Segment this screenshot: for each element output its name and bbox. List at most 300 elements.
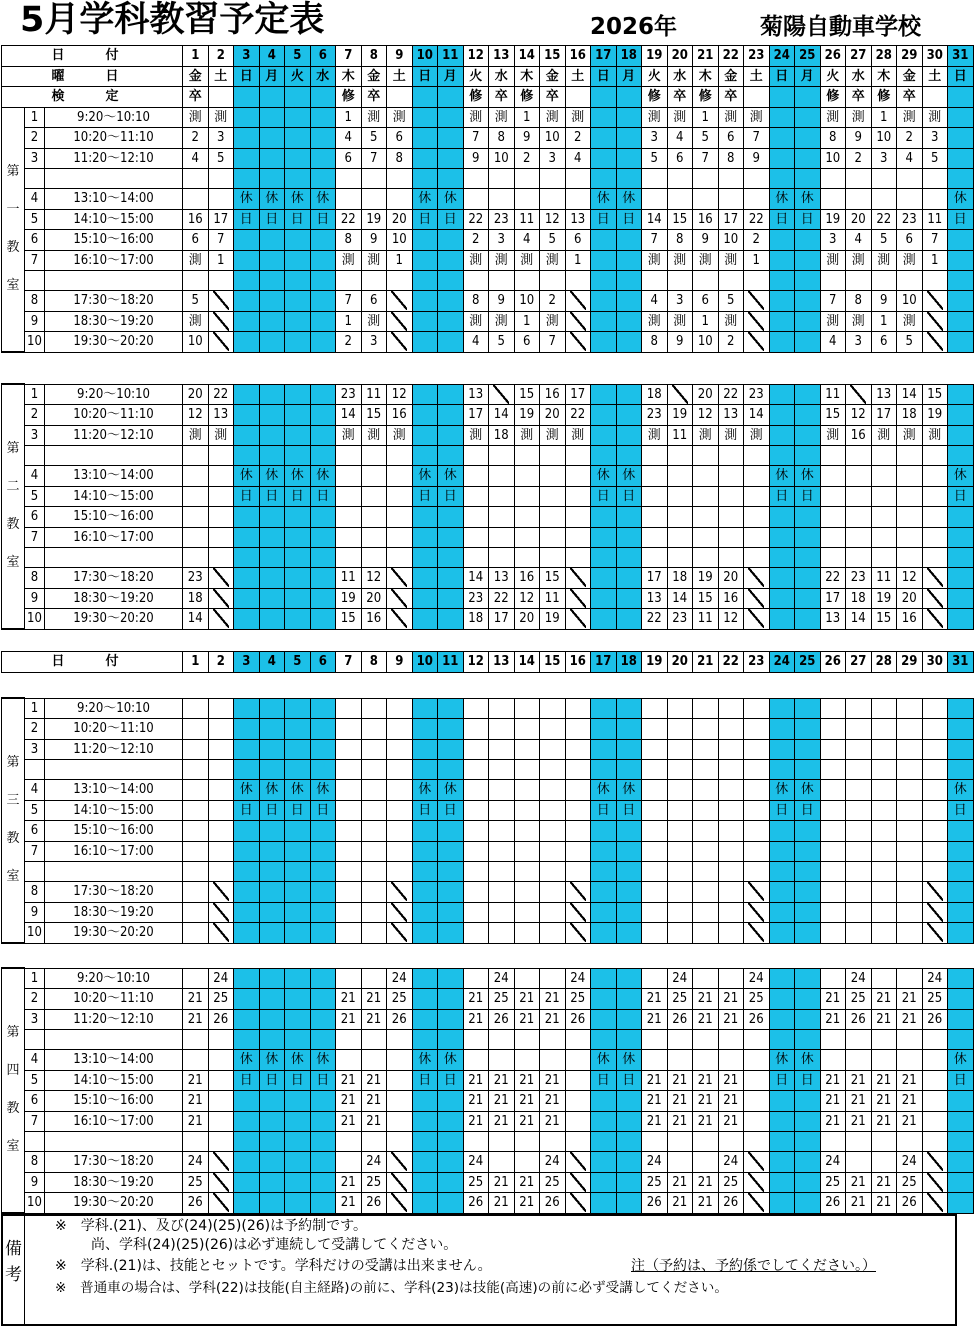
- spacer-8: [361, 1132, 387, 1152]
- slot-14: [514, 1050, 540, 1071]
- slot-15: [540, 189, 566, 210]
- slot-28: [871, 698, 897, 719]
- slot-16: 24: [565, 968, 591, 989]
- slot-23: 7: [744, 128, 770, 149]
- slot-26: 測: [820, 311, 846, 332]
- exam-row: [2, 87, 974, 108]
- period-time: 17:30～18:20: [45, 882, 183, 903]
- slot-19: 24: [642, 1152, 668, 1173]
- slot-12: 21: [463, 1091, 489, 1112]
- slot-9: 24: [387, 968, 413, 989]
- period-no: 2: [25, 405, 45, 426]
- slot-1: 20: [183, 384, 209, 405]
- slot-27: 20: [846, 209, 872, 230]
- slot-30: [922, 311, 948, 332]
- slot-30: 1: [922, 250, 948, 271]
- slot-9: [387, 800, 413, 821]
- slot-21: [693, 466, 719, 487]
- slot-18: [616, 923, 642, 944]
- slot-6: [310, 250, 336, 271]
- slot-9: [387, 923, 413, 944]
- slot-3: [234, 568, 260, 589]
- slot-9: [387, 291, 413, 312]
- exam-28: 修: [871, 87, 897, 108]
- weekday-2: 土: [208, 66, 234, 87]
- period-time: 17:30～18:20: [45, 1152, 183, 1173]
- slot-13: 21: [489, 1193, 515, 1214]
- spacer-18: [616, 548, 642, 568]
- slot-15: [540, 841, 566, 862]
- slot-27: 測: [846, 107, 872, 128]
- date-30: 30: [922, 652, 948, 673]
- spacer: [25, 862, 45, 882]
- slot-15: [540, 698, 566, 719]
- slot-13: 測: [489, 107, 515, 128]
- slot-29: [897, 882, 923, 903]
- date-3: 3: [234, 652, 260, 673]
- weekday-17: 日: [591, 66, 617, 87]
- slot-24: [769, 1193, 795, 1214]
- slot-20: [667, 1152, 693, 1173]
- spacer-21: [693, 169, 719, 189]
- period-time: 19:30～20:20: [45, 332, 183, 353]
- slot-6: [310, 291, 336, 312]
- slot-25: [795, 568, 821, 589]
- slot-14: [514, 923, 540, 944]
- slot-18: [616, 588, 642, 609]
- spacer-8: [361, 446, 387, 466]
- slot-5: [285, 1009, 311, 1030]
- slot-10: 日: [412, 486, 438, 507]
- slot-5: [285, 841, 311, 862]
- slot-18: [616, 739, 642, 760]
- slot-10: 日: [412, 1070, 438, 1091]
- slot-21: 測: [693, 425, 719, 446]
- date-21: 21: [693, 46, 719, 67]
- slot-5: [285, 405, 311, 426]
- spacer-18: [616, 1132, 642, 1152]
- slot-26: [820, 719, 846, 740]
- slot-10: [412, 698, 438, 719]
- period-time: 9:20～10:10: [45, 384, 183, 405]
- slot-15: [540, 923, 566, 944]
- slot-18: [616, 821, 642, 842]
- slot-3: [234, 107, 260, 128]
- slot-12: 13: [463, 384, 489, 405]
- slot-7: 7: [336, 291, 362, 312]
- spacer-21: [693, 862, 719, 882]
- slot-12: [463, 507, 489, 528]
- slash-mark: [927, 1173, 943, 1192]
- spacer-19: [642, 548, 668, 568]
- slot-22: [718, 739, 744, 760]
- slot-4: 休: [259, 466, 285, 487]
- slot-22: 25: [718, 1172, 744, 1193]
- slot-17: 休: [591, 1050, 617, 1071]
- slot-15: 20: [540, 405, 566, 426]
- spacer-2: [208, 862, 234, 882]
- exam-24: [769, 87, 795, 108]
- spacer: [25, 548, 45, 568]
- slot-12: 26: [463, 1193, 489, 1214]
- slot-12: 23: [463, 588, 489, 609]
- slot-7: 8: [336, 230, 362, 251]
- slot-20: 18: [667, 568, 693, 589]
- slot-1: [183, 968, 209, 989]
- slot-9: 1: [387, 250, 413, 271]
- spacer: [25, 271, 45, 291]
- slot-20: [667, 800, 693, 821]
- period-time: 11:20～12:10: [45, 739, 183, 760]
- slot-18: [616, 1152, 642, 1173]
- period-no: 10: [25, 1193, 45, 1214]
- period-row: [2, 486, 974, 507]
- period-row: [2, 1091, 974, 1112]
- date-6: 6: [310, 46, 336, 67]
- slot-4: [259, 719, 285, 740]
- slot-12: 2: [463, 230, 489, 251]
- weekday-row: [2, 66, 974, 87]
- spacer-19: [642, 760, 668, 780]
- spacer-3: [234, 862, 260, 882]
- slot-27: [846, 719, 872, 740]
- slot-7: [336, 719, 362, 740]
- slot-31: [948, 882, 974, 903]
- slot-20: 19: [667, 405, 693, 426]
- slot-21: [693, 486, 719, 507]
- slot-7: 21: [336, 1172, 362, 1193]
- date-21: 21: [693, 652, 719, 673]
- slot-9: [387, 1172, 413, 1193]
- slot-8: [361, 841, 387, 862]
- slot-17: [591, 128, 617, 149]
- slot-7: 21: [336, 1070, 362, 1091]
- weekday-3: 日: [234, 66, 260, 87]
- slot-25: 休: [795, 780, 821, 801]
- slot-12: 24: [463, 1152, 489, 1173]
- slot-13: 21: [489, 1172, 515, 1193]
- slot-28: [871, 189, 897, 210]
- spacer-15: [540, 1132, 566, 1152]
- period-row: [2, 609, 974, 630]
- slot-13: [489, 719, 515, 740]
- slot-10: [412, 1009, 438, 1030]
- date-24: 24: [769, 46, 795, 67]
- slot-8: 24: [361, 1152, 387, 1173]
- spacer-25: [795, 862, 821, 882]
- slash-mark: [570, 903, 586, 922]
- date-6: 6: [310, 652, 336, 673]
- slot-9: [387, 527, 413, 548]
- slot-27: [846, 527, 872, 548]
- slot-9: 6: [387, 128, 413, 149]
- slot-31: [948, 405, 974, 426]
- slot-4: 休: [259, 780, 285, 801]
- slot-24: [769, 902, 795, 923]
- spacer-16: [565, 1132, 591, 1152]
- slot-4: 日: [259, 209, 285, 230]
- slot-28: 21: [871, 1009, 897, 1030]
- slot-8: 21: [361, 1091, 387, 1112]
- spacer: [45, 169, 183, 189]
- spacer: [45, 1030, 183, 1050]
- slot-15: [540, 968, 566, 989]
- spacer-21: [693, 760, 719, 780]
- slash-mark: [391, 903, 407, 922]
- slot-28: [871, 466, 897, 487]
- slash-mark: [570, 568, 586, 587]
- period-no: 5: [25, 486, 45, 507]
- slot-4: [259, 527, 285, 548]
- slot-14: [514, 507, 540, 528]
- slot-24: [769, 405, 795, 426]
- slot-27: 26: [846, 1009, 872, 1030]
- period-time: 10:20～11:10: [45, 719, 183, 740]
- slot-23: 22: [744, 209, 770, 230]
- slot-18: [616, 1193, 642, 1214]
- spacer-23: [744, 548, 770, 568]
- slot-25: [795, 588, 821, 609]
- slot-24: [769, 968, 795, 989]
- slot-13: [489, 466, 515, 487]
- slot-30: [922, 719, 948, 740]
- spacer-4: [259, 862, 285, 882]
- slot-28: 11: [871, 568, 897, 589]
- slot-10: 日: [412, 800, 438, 821]
- slot-19: 21: [642, 1070, 668, 1091]
- spacer-27: [846, 862, 872, 882]
- slash-mark: [213, 1193, 229, 1212]
- slot-20: 26: [667, 1009, 693, 1030]
- spacer-4: [259, 760, 285, 780]
- spacer-8: [361, 271, 387, 291]
- slot-3: [234, 882, 260, 903]
- spacer-6: [310, 169, 336, 189]
- exam-8: 卒: [361, 87, 387, 108]
- slot-30: [922, 609, 948, 630]
- slot-11: 休: [438, 466, 464, 487]
- spacer-10: [412, 862, 438, 882]
- slot-26: [820, 780, 846, 801]
- slot-23: [744, 902, 770, 923]
- slot-13: [489, 486, 515, 507]
- slot-7: 23: [336, 384, 362, 405]
- slot-4: [259, 148, 285, 169]
- slot-7: [336, 698, 362, 719]
- slot-29: [897, 189, 923, 210]
- period-row: [2, 698, 974, 719]
- slot-20: 14: [667, 588, 693, 609]
- date-18: 18: [616, 652, 642, 673]
- slot-9: [387, 698, 413, 719]
- date-9: 9: [387, 652, 413, 673]
- spacer-row: [2, 271, 974, 291]
- spacer-5: [285, 862, 311, 882]
- slot-14: [514, 698, 540, 719]
- slot-27: [846, 739, 872, 760]
- spacer-23: [744, 271, 770, 291]
- slot-4: [259, 698, 285, 719]
- slot-8: 測: [361, 425, 387, 446]
- slot-20: 21: [667, 1091, 693, 1112]
- slot-28: [871, 821, 897, 842]
- slot-17: 日: [591, 1070, 617, 1091]
- slot-13: 5: [489, 332, 515, 353]
- slot-19: [642, 821, 668, 842]
- slash-mark: [748, 923, 764, 942]
- slot-5: 休: [285, 189, 311, 210]
- spacer-9: [387, 1132, 413, 1152]
- spacer-14: [514, 862, 540, 882]
- slot-20: 6: [667, 148, 693, 169]
- weekday-28: 木: [871, 66, 897, 87]
- slot-21: 20: [693, 384, 719, 405]
- slot-28: 21: [871, 1111, 897, 1132]
- slot-30: 24: [922, 968, 948, 989]
- slot-25: [795, 311, 821, 332]
- slot-2: [208, 507, 234, 528]
- slot-23: 9: [744, 148, 770, 169]
- slot-18: [616, 405, 642, 426]
- spacer-6: [310, 760, 336, 780]
- slot-16: [565, 311, 591, 332]
- slot-10: [412, 902, 438, 923]
- slot-6: [310, 923, 336, 944]
- slot-20: 8: [667, 230, 693, 251]
- spacer-25: [795, 760, 821, 780]
- slot-27: 21: [846, 1091, 872, 1112]
- slot-17: [591, 841, 617, 862]
- slot-1: 21: [183, 1070, 209, 1091]
- slot-2: [208, 719, 234, 740]
- spacer-14: [514, 1030, 540, 1050]
- slot-30: [922, 902, 948, 923]
- slot-10: [412, 821, 438, 842]
- slot-27: [846, 882, 872, 903]
- slot-26: [820, 968, 846, 989]
- slot-13: [489, 527, 515, 548]
- slot-29: 18: [897, 405, 923, 426]
- slot-5: [285, 902, 311, 923]
- slot-8: [361, 466, 387, 487]
- slot-13: [489, 698, 515, 719]
- slot-26: [820, 821, 846, 842]
- slot-25: [795, 128, 821, 149]
- spacer-18: [616, 862, 642, 882]
- slot-17: [591, 882, 617, 903]
- slot-31: [948, 588, 974, 609]
- slot-2: [208, 609, 234, 630]
- spacer-3: [234, 271, 260, 291]
- slot-15: [540, 507, 566, 528]
- period-row: [2, 1152, 974, 1173]
- slot-29: 16: [897, 609, 923, 630]
- slot-29: 21: [897, 989, 923, 1010]
- slot-27: 18: [846, 588, 872, 609]
- spacer-29: [897, 760, 923, 780]
- slot-6: [310, 1152, 336, 1173]
- weekday-25: 月: [795, 66, 821, 87]
- period-no: 3: [25, 148, 45, 169]
- period-row: [2, 568, 974, 589]
- exam-13: 卒: [489, 87, 515, 108]
- slot-14: 測: [514, 250, 540, 271]
- slot-15: 3: [540, 148, 566, 169]
- slot-16: 測: [565, 425, 591, 446]
- slot-7: 21: [336, 989, 362, 1010]
- slot-9: [387, 466, 413, 487]
- period-time: 10:20～11:10: [45, 128, 183, 149]
- slash-mark: [748, 589, 764, 608]
- slot-3: [234, 332, 260, 353]
- slot-15: 測: [540, 250, 566, 271]
- slot-17: 日: [591, 486, 617, 507]
- slot-8: 測: [361, 311, 387, 332]
- slot-21: [693, 739, 719, 760]
- slash-mark: [748, 1173, 764, 1192]
- slot-27: 8: [846, 291, 872, 312]
- slot-26: 15: [820, 405, 846, 426]
- slot-15: 15: [540, 568, 566, 589]
- slot-12: 9: [463, 148, 489, 169]
- weekday-20: 水: [667, 66, 693, 87]
- slot-14: 21: [514, 1193, 540, 1214]
- slot-2: [208, 780, 234, 801]
- slot-28: 15: [871, 609, 897, 630]
- slot-17: [591, 1172, 617, 1193]
- slot-2: 24: [208, 968, 234, 989]
- spacer-7: [336, 862, 362, 882]
- slot-29: 21: [897, 1009, 923, 1030]
- slot-4: [259, 425, 285, 446]
- period-row: [2, 107, 974, 128]
- slash-mark: [570, 1193, 586, 1212]
- slot-6: 休: [310, 780, 336, 801]
- slot-9: [387, 609, 413, 630]
- slot-7: [336, 527, 362, 548]
- slot-28: [871, 902, 897, 923]
- slot-1: [183, 882, 209, 903]
- period-time: 19:30～20:20: [45, 609, 183, 630]
- exam-25: [795, 87, 821, 108]
- period-row: [2, 425, 974, 446]
- date-28: 28: [871, 652, 897, 673]
- slot-16: 26: [565, 1009, 591, 1030]
- slot-17: [591, 588, 617, 609]
- spacer-10: [412, 271, 438, 291]
- slot-1: 16: [183, 209, 209, 230]
- slot-16: [565, 902, 591, 923]
- slot-8: 19: [361, 209, 387, 230]
- slot-27: 21: [846, 1193, 872, 1214]
- slash-mark: [570, 923, 586, 942]
- slot-15: 21: [540, 1009, 566, 1030]
- slot-10: [412, 1111, 438, 1132]
- slot-15: [540, 466, 566, 487]
- slot-4: [259, 1009, 285, 1030]
- slot-30: [922, 1091, 948, 1112]
- slot-22: 測: [718, 311, 744, 332]
- slot-30: [922, 698, 948, 719]
- spacer-13: [489, 548, 515, 568]
- slot-3: [234, 989, 260, 1010]
- period-row: [2, 527, 974, 548]
- slot-5: [285, 527, 311, 548]
- spacer-23: [744, 446, 770, 466]
- spacer-18: [616, 169, 642, 189]
- slot-30: [922, 466, 948, 487]
- spacer-31: [948, 1132, 974, 1152]
